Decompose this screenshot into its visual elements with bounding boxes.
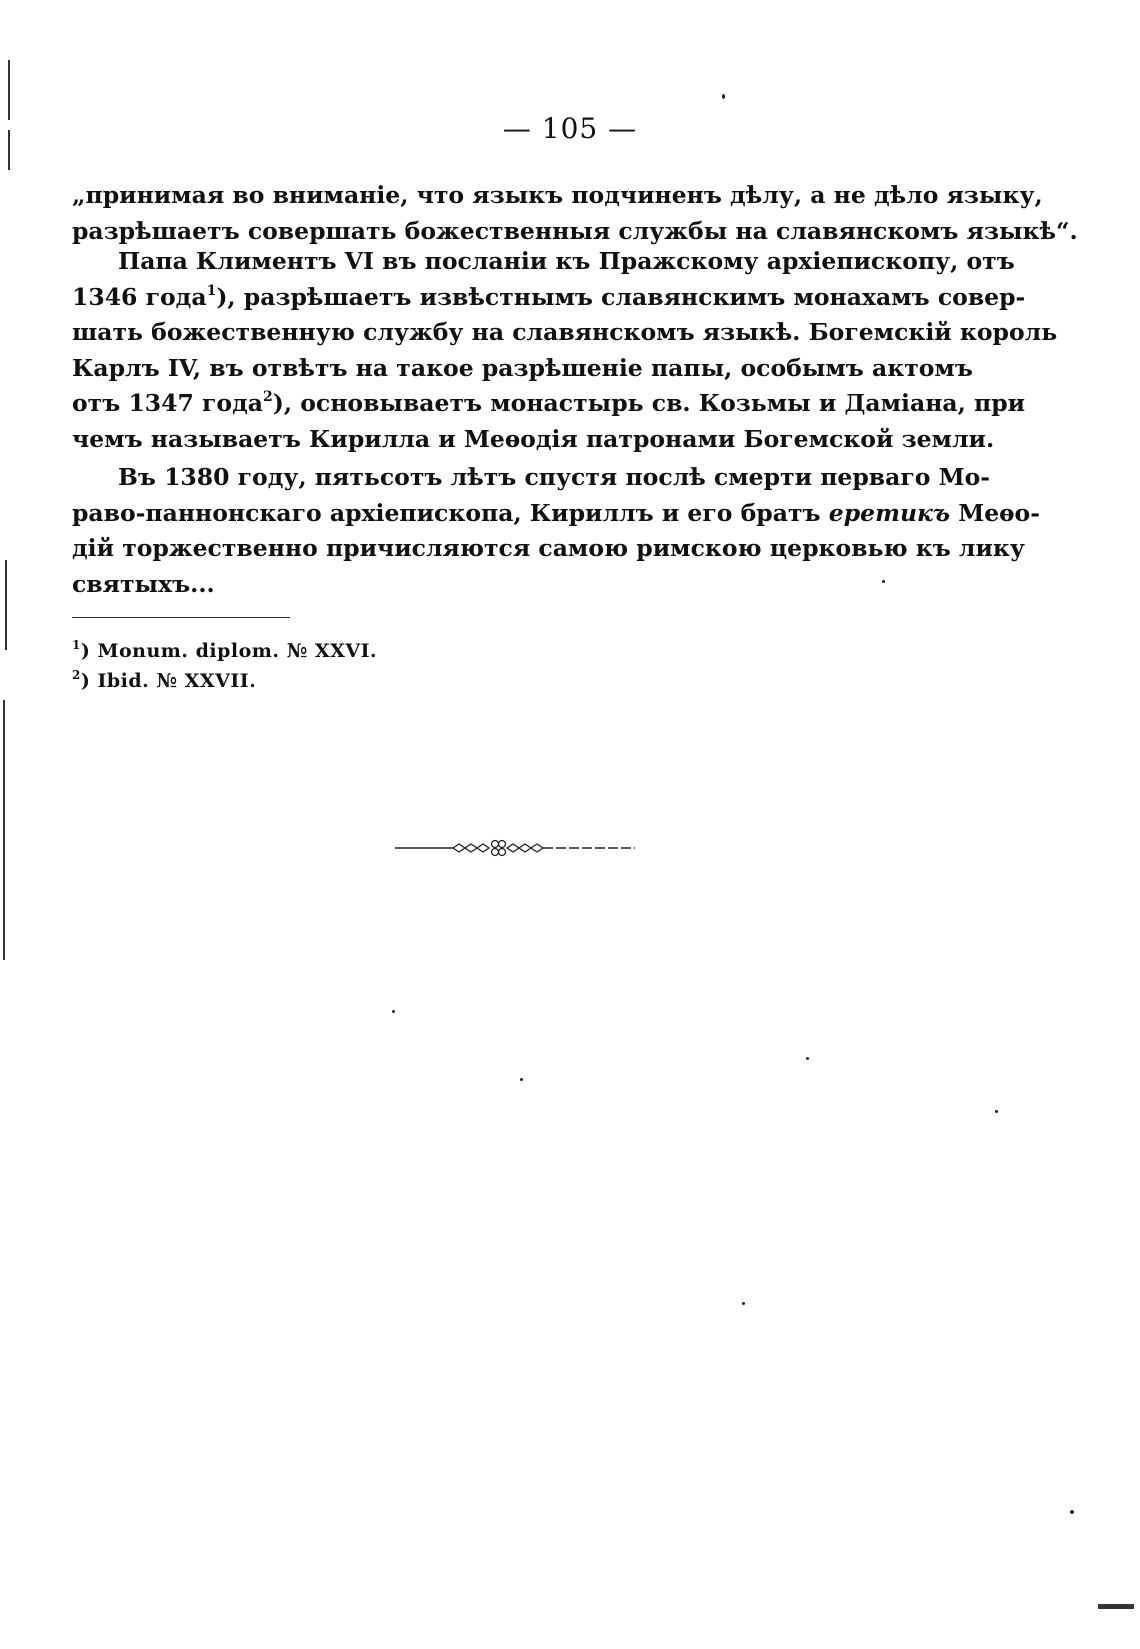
text-line: Въ 1380 году, пятьсотъ лѣтъ спустя послѣ смерти перваго Мо-	[118, 463, 991, 491]
footnote-divider	[72, 617, 290, 618]
footnote-ref: 2	[263, 389, 273, 405]
text-fragment: отъ 1347 года	[72, 389, 263, 417]
text-line	[72, 496, 1040, 532]
scan-speck	[806, 1057, 809, 1060]
paragraph-1	[72, 178, 1078, 249]
paragraph-3	[72, 460, 1040, 602]
text-line: чемъ называетъ Кирилла и Меѳодія патронами Богемской земли.	[72, 424, 995, 453]
text-line: святыхъ...	[72, 569, 215, 598]
scan-edge-mark	[3, 700, 5, 960]
text-line	[72, 386, 1026, 422]
text-line: разрѣшаетъ совершать божественныя службы на славянскомъ языкѣ“.	[72, 216, 1078, 245]
ornament-divider	[395, 838, 635, 858]
scan-edge-mark	[1098, 1604, 1134, 1609]
footnote-mark: 1	[72, 638, 81, 652]
text-fragment: раво-паннонскаго архіепископа, Кириллъ и его братъ	[72, 498, 821, 527]
scan-edge-mark	[8, 60, 10, 120]
scan-speck	[1070, 1510, 1074, 1514]
text-fragment: 1346 года	[72, 282, 207, 311]
scan-speck	[722, 94, 725, 99]
text-fragment: Меѳо-	[958, 498, 1040, 527]
text-line: „принимая во вниманіе, что языкъ подчиненъ дѣлу, а не дѣло языку,	[72, 181, 1043, 209]
scan-speck	[995, 1110, 998, 1113]
text-fragment: ), основываетъ монастырь св. Козьмы и Даміана, при	[272, 389, 1026, 417]
footnote-1	[72, 638, 377, 662]
text-fragment: ), разрѣшаетъ извѣстнымъ славянскимъ монахамъ совер-	[216, 282, 1026, 311]
footnote-2	[72, 668, 256, 692]
scan-edge-mark	[8, 130, 10, 170]
text-line: Карлъ IV, въ отвѣтъ на такое разрѣшеніе папы, особымъ актомъ	[72, 353, 973, 382]
scan-speck	[742, 1302, 745, 1305]
scan-speck	[392, 1010, 395, 1013]
page-number: — 105 —	[502, 112, 638, 145]
footnote-text: ) Ibid. № XXVII.	[80, 670, 257, 692]
text-line: шать божественную службу на славянскомъ языкѣ. Богемскій король	[72, 318, 1058, 346]
text-line	[72, 280, 1026, 316]
emphasis-text: еретикъ	[828, 498, 951, 527]
scan-speck	[520, 1078, 523, 1081]
paragraph-2	[72, 244, 1058, 457]
text-line: Папа Климентъ VI въ посланіи къ Пражскому архіепископу, отъ	[118, 247, 1015, 275]
scan-edge-mark	[5, 560, 7, 650]
footnote-ref: 1	[206, 282, 217, 299]
text-line: дій торжественно причисляются самою римскою церковью къ лику	[72, 534, 1025, 562]
scan-speck	[882, 580, 885, 583]
footnote-text: ) Monum. diplom. № XXVI.	[80, 640, 378, 662]
footnote-mark: 2	[72, 668, 81, 682]
